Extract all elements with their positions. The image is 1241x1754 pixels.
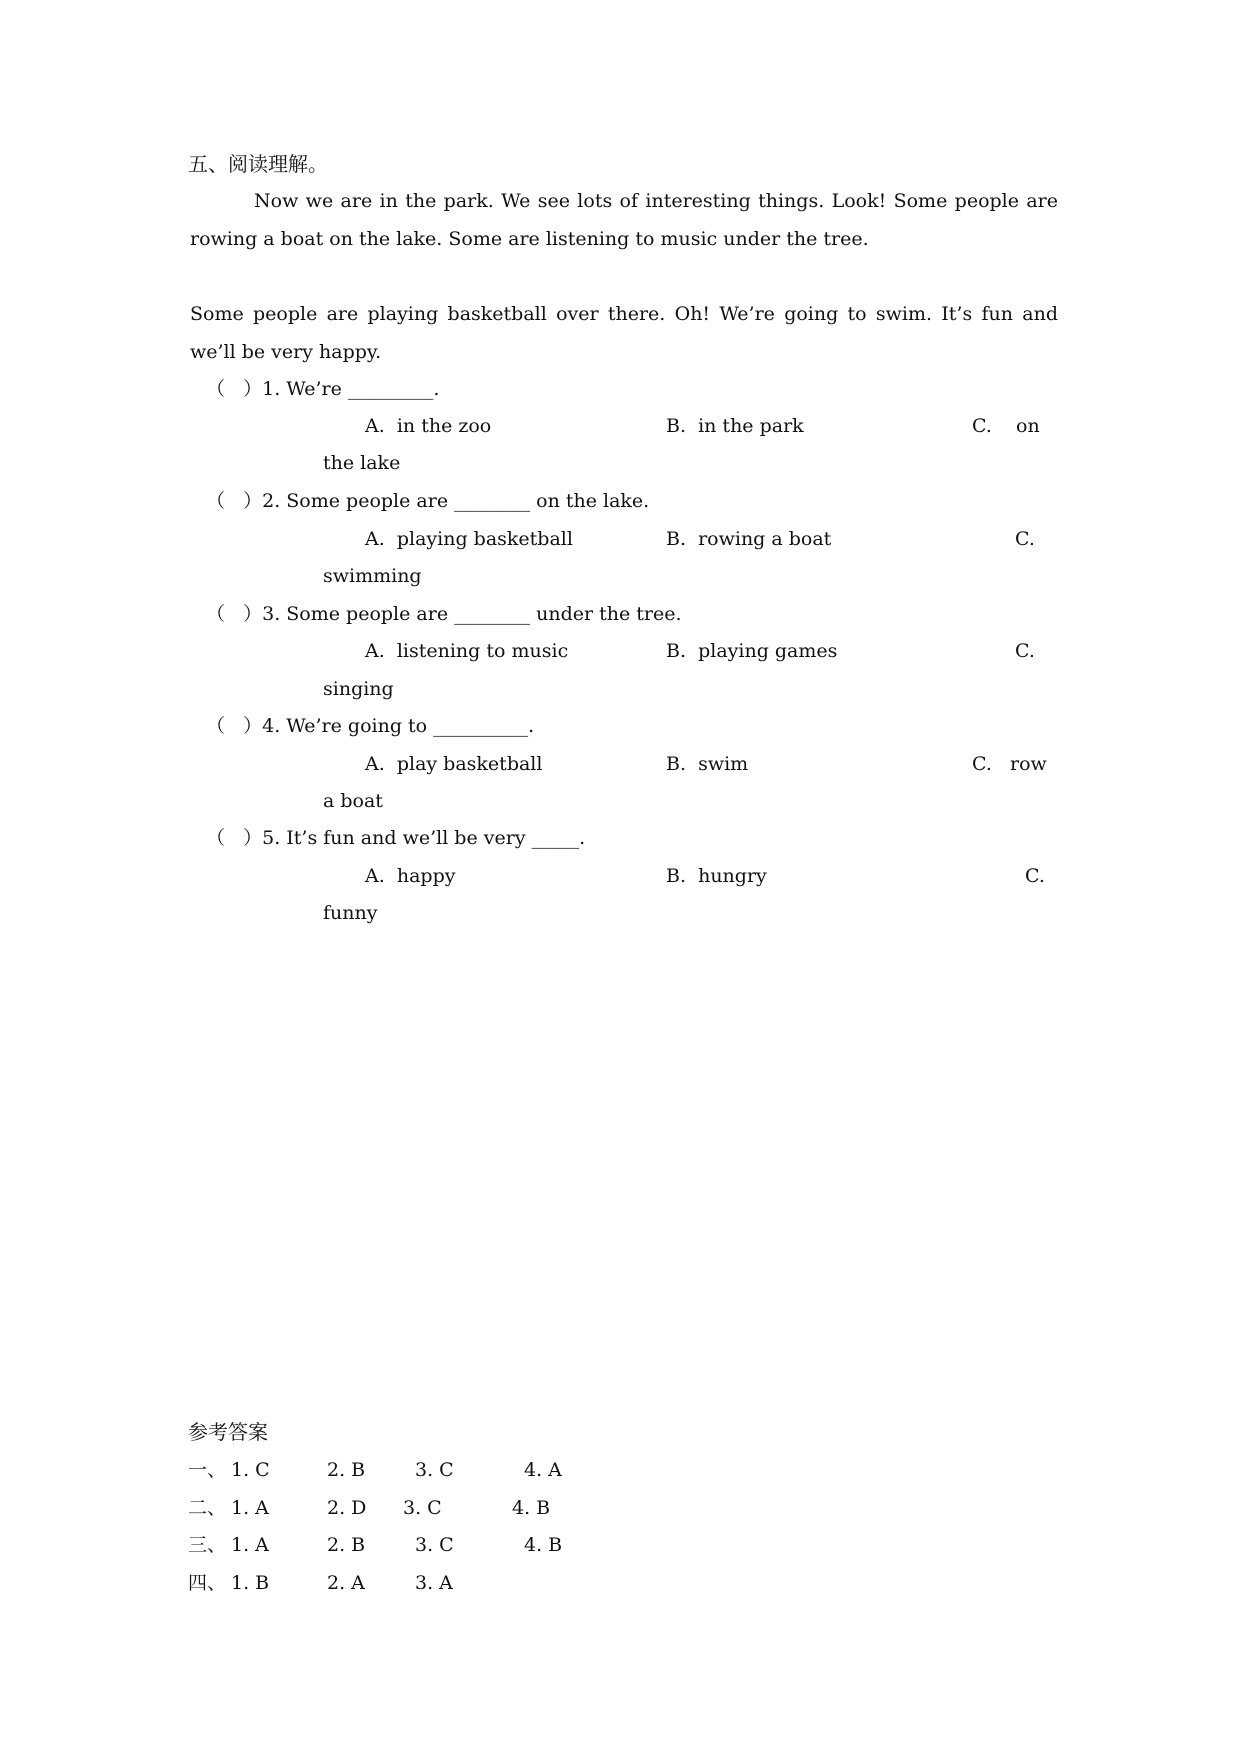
answer-row-4-item-3: 3. A (415, 1572, 453, 1594)
question-5-stem: （ ）5. It’s fun and we’ll be very _____. (206, 827, 586, 849)
question-1-option-c-continued: the lake (323, 452, 401, 474)
answer-row-3-label: 三、 (188, 1534, 227, 1556)
question-1-option-a: A. in the zoo (365, 415, 492, 437)
answer-row-1-item-1: 1. C (231, 1459, 270, 1481)
answer-row-4-label: 四、 (188, 1572, 227, 1594)
answer-row-4-item-1: 1. B (231, 1572, 270, 1594)
question-2-stem: （ ）2. Some people are ________ on the lake. (206, 490, 650, 512)
question-1-option-b: B. in the park (666, 415, 804, 437)
answer-row-2-item-2: 2. D (327, 1497, 367, 1519)
passage-paragraph-2 (190, 296, 1058, 371)
question-5-option-b: B. hungry (666, 865, 767, 887)
question-3-option-a: A. listening to music (365, 640, 569, 662)
question-2-option-b: B. rowing a boat (666, 528, 832, 550)
answer-row-1-item-3: 3. C (415, 1459, 454, 1481)
question-4-option-a: A. play basketball (365, 753, 543, 775)
passage-paragraph-1 (190, 183, 1058, 258)
question-5-option-c: C. (1025, 865, 1045, 887)
question-5-option-c-continued: funny (323, 902, 378, 924)
passage-text-2: Some people are playing basketball over there. Oh! We’re going to swim. It’s fun and we’ll be very happy. (190, 303, 1058, 363)
section-heading: 五、阅读理解。 (188, 152, 328, 176)
answer-row-1-label: 一、 (188, 1459, 227, 1481)
question-3-stem: （ ）3. Some people are ________ under the tree. (206, 603, 682, 625)
answer-row-3-item-3: 3. C (415, 1534, 454, 1556)
question-1-option-c: C. on (972, 415, 1040, 437)
question-3-option-c: C. (1015, 640, 1035, 662)
question-2-option-c: C. (1015, 528, 1035, 550)
question-4-option-b: B. swim (666, 753, 749, 775)
question-4-option-c-continued: a boat (323, 790, 383, 812)
question-2-option-a: A. playing basketball (365, 528, 573, 550)
answer-row-2-item-1: 1. A (231, 1497, 269, 1519)
answer-row-4-item-2: 2. A (327, 1572, 365, 1594)
question-4-stem: （ ）4. We’re going to __________. (206, 715, 535, 737)
answer-row-3-item-1: 1. A (231, 1534, 269, 1556)
answer-row-1-item-4: 4. A (524, 1459, 562, 1481)
question-5-option-a: A. happy (365, 865, 456, 887)
passage-text-1: Now we are in the park. We see lots of interesting things. Look! Some people are rowing a boat on the lake. Some are listening to music under the tree. (190, 190, 1058, 250)
answer-row-3-item-4: 4. B (524, 1534, 563, 1556)
answer-row-2-item-4: 4. B (512, 1497, 551, 1519)
answer-row-2-label: 二、 (188, 1497, 227, 1519)
answer-row-3-item-2: 2. B (327, 1534, 366, 1556)
question-4-option-c: C. row (972, 753, 1047, 775)
answer-row-2-item-3: 3. C (403, 1497, 442, 1519)
question-3-option-c-continued: singing (323, 678, 394, 700)
question-2-option-c-continued: swimming (323, 565, 422, 587)
question-3-option-b: B. playing games (666, 640, 838, 662)
question-1-stem: （ ）1. We’re _________. (206, 378, 440, 400)
answer-key-heading: 参考答案 (188, 1420, 268, 1444)
answer-row-1-item-2: 2. B (327, 1459, 366, 1481)
